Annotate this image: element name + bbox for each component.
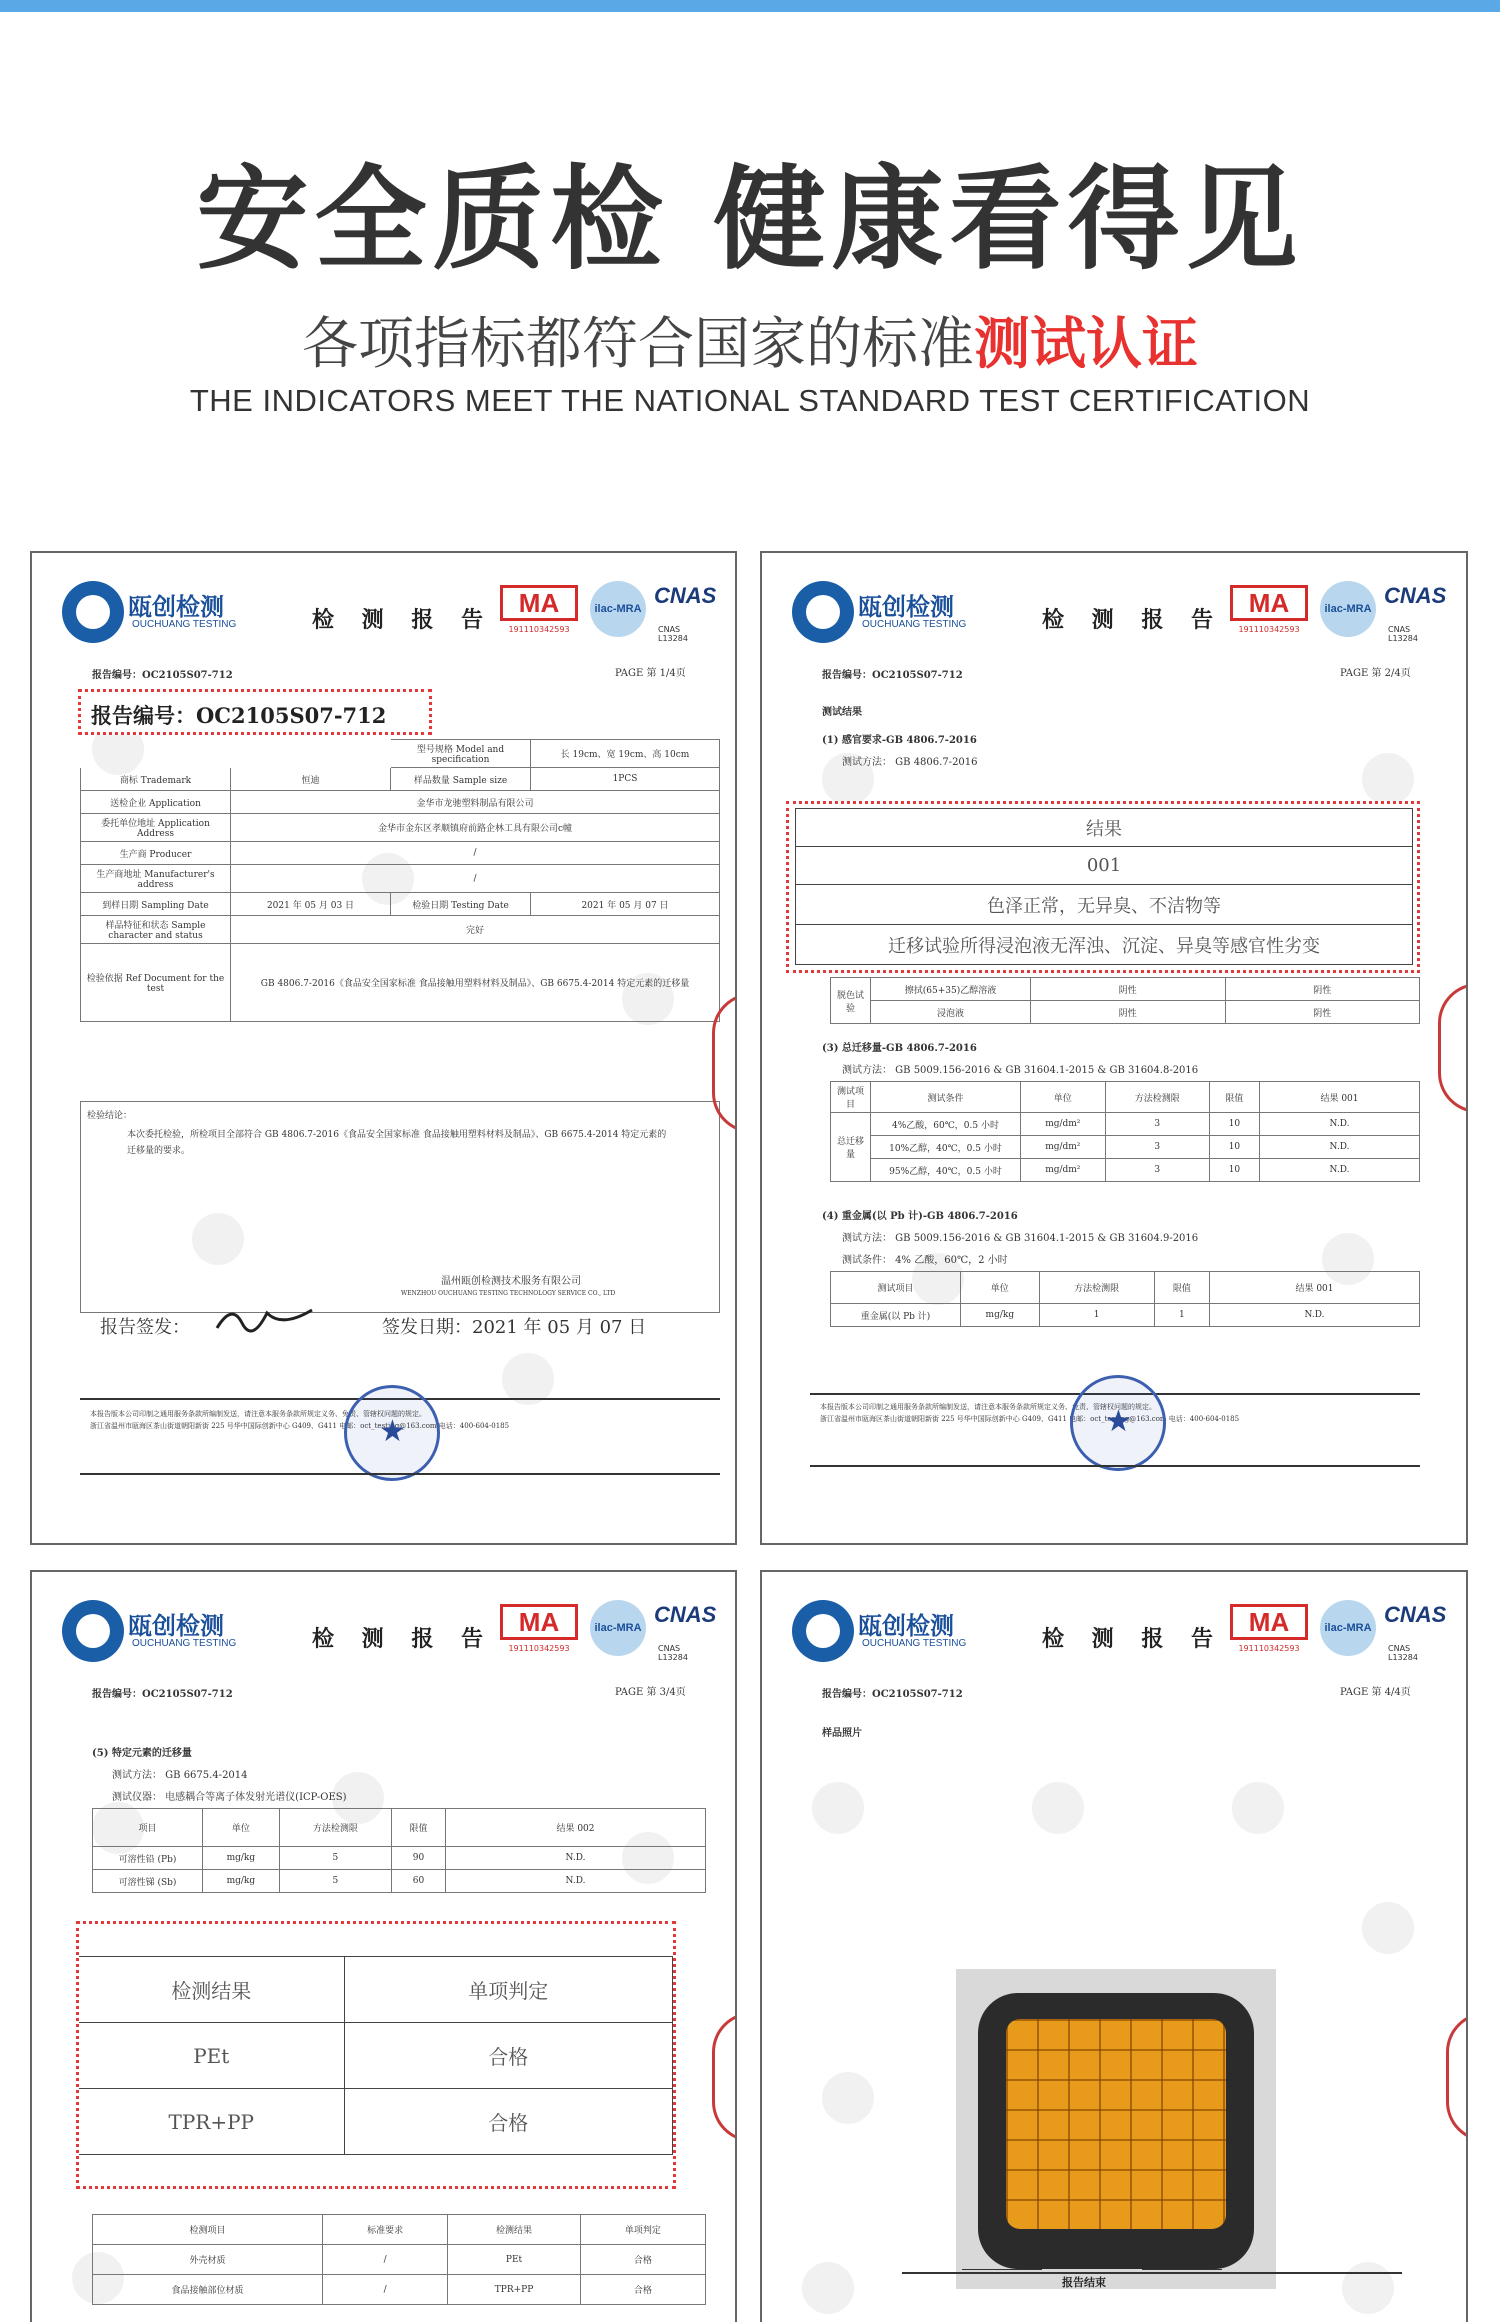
table-cell: 到样日期 Sampling Date: [81, 893, 231, 916]
judgement-table: [79, 1956, 673, 2155]
table-cell: 10: [1209, 1159, 1259, 1182]
watermark-logo: [1342, 2262, 1394, 2314]
ouchuang-logo-icon: [62, 581, 124, 643]
table-cell: 结果: [796, 809, 1413, 847]
report-page-2: [760, 551, 1468, 1545]
footer-note: 本报告版本公司印制之通用服务条款所编制发送，请注意本服务条款所规定义务、免责、管辖权问题的规定。: [90, 1410, 426, 1418]
table-cell: 2021 年 05 月 03 日: [231, 893, 391, 916]
table-cell: 阴性: [1225, 978, 1420, 1001]
element-migration-table: [92, 1808, 706, 1893]
section-5-title: (5) 特定元素的迁移量: [92, 1748, 192, 1759]
table-cell: 5: [279, 1847, 391, 1870]
table-cell: 合格: [344, 2089, 673, 2155]
table-row: [796, 885, 1413, 925]
report-number-small: 报告编号：OC2105S07-712: [822, 1689, 963, 1700]
table-row: [831, 978, 1420, 1001]
material-table: [92, 2214, 706, 2305]
conclusion-title: 检验结论：: [87, 1111, 133, 1121]
table-cell: 外壳材质: [93, 2245, 323, 2275]
table-cell: 完好: [231, 916, 720, 944]
table-cell: 检测结果: [79, 1957, 344, 2023]
table-row: [81, 842, 720, 865]
footer-rule: [902, 2272, 1402, 2274]
report-title: 检 测 报 告: [312, 608, 493, 633]
cma-mark-icon: MA: [500, 585, 578, 621]
section-1-method: 测试方法： GB 4806.7-2016: [842, 757, 978, 768]
table-cell: 总迁移量: [831, 1113, 871, 1182]
table-row: [831, 1113, 1420, 1136]
table-row: [831, 1304, 1420, 1327]
ilac-mra-icon: ilac-MRA: [1320, 581, 1376, 637]
table-row: [831, 1136, 1420, 1159]
table-cell: 送检企业 Application: [81, 791, 231, 814]
brand-name: 瓯创检测: [128, 1612, 224, 1640]
brand-name-en: OUCHUANG TESTING: [132, 619, 237, 630]
table-cell: 委托单位地址 Application Address: [81, 814, 231, 842]
table-row: [796, 809, 1413, 847]
table-row: [796, 925, 1413, 965]
report-number-small: 报告编号：OC2105S07-712: [92, 670, 233, 681]
report-number-callout: [78, 689, 432, 735]
conclusion-box: [80, 1101, 720, 1313]
table-cell: 擦拭(65+35)乙醇溶液: [871, 978, 1031, 1001]
conclusion-text: 本次委托检验，所检项目全部符合 GB 4806.7-2016《食品安全国家标准 食品接触用塑料材料及制品》、GB 6675.4-2014 特定元素的迁移量的要求。: [127, 1130, 667, 1156]
table-row: [831, 1159, 1420, 1182]
table-row: [93, 2275, 706, 2305]
footer-note: 本报告版本公司印制之通用服务条款所编制发送，请注意本服务条款所规定义务、免责、管辖权问题的规定。: [820, 1403, 1156, 1411]
table-cell: 结果 002: [446, 1809, 706, 1847]
table-cell: 重金属(以 Pb 计): [831, 1304, 961, 1327]
table-cell: 方法检测限: [279, 1809, 391, 1847]
issue-date-value: 2021 年 05 月 07 日: [472, 1317, 647, 1338]
table-cell: mg/dm²: [1021, 1159, 1106, 1182]
heavy-metal-table: [830, 1271, 1420, 1327]
report-header: [62, 1600, 717, 1675]
section-3-title: (3) 总迁移量-GB 4806.7-2016: [822, 1043, 977, 1054]
report-number-small: 报告编号：OC2105S07-712: [822, 670, 963, 681]
report-title: 检 测 报 告: [1042, 608, 1223, 633]
table-cell: 合格: [344, 2023, 673, 2089]
table-cell: TPR+PP: [448, 2275, 580, 2305]
table-cell: 5: [279, 1870, 391, 1893]
signature-icon: [212, 1298, 322, 1338]
table-cell: 10: [1209, 1113, 1259, 1136]
table-cell: 结果 001: [1210, 1272, 1420, 1304]
table-cell: 60: [391, 1870, 445, 1893]
company-name: 温州瓯创检测技术服务有限公司: [441, 1276, 581, 1287]
page-number: PAGE 第 2/4页: [1340, 668, 1411, 679]
cma-number: 191110342593: [1238, 625, 1300, 634]
cma-mark-icon: MA: [500, 1604, 578, 1640]
table-cell: 型号规格 Model and specification: [391, 740, 531, 768]
brand-name-en: OUCHUANG TESTING: [132, 1638, 237, 1649]
report-header: [792, 581, 1447, 656]
table-row: [81, 740, 720, 768]
table-row: [796, 847, 1413, 885]
table-cell: 样品特征和状态 Sample character and status: [81, 916, 231, 944]
footer-address: 浙江省温州市瓯海区茶山街道朝阳新街 225 号华中国际创新中心 G409、G411 电邮：oct_testing@163.com 电话：400-604-0185: [820, 1415, 1240, 1423]
cnas-number: CNAS L13284: [658, 625, 688, 643]
red-seal-stamp: [712, 2012, 737, 2142]
table-cell: 生产商 Producer: [81, 842, 231, 865]
table-cell: 001: [796, 847, 1413, 885]
blue-seal-stamp: [344, 1385, 440, 1481]
subheadline: [0, 300, 1500, 380]
judgement-callout: [76, 1921, 676, 2189]
brand-name-en: OUCHUANG TESTING: [862, 619, 967, 630]
table-cell: PEt: [79, 2023, 344, 2089]
table-cell: N.D.: [446, 1847, 706, 1870]
table-cell: mg/kg: [961, 1304, 1040, 1327]
watermark-logo: [822, 2072, 874, 2124]
section-4-method: 测试方法： GB 5009.156-2016 & GB 31604.1-2015 & GB 31604.9-2016: [842, 1233, 1199, 1244]
table-cell: mg/dm²: [1021, 1136, 1106, 1159]
top-banner-strip: [0, 0, 1500, 12]
table-cell: 单项判定: [580, 2215, 705, 2245]
issue-date-label: 签发日期：: [382, 1317, 472, 1338]
brand-name: 瓯创检测: [128, 593, 224, 621]
table-row: [93, 1870, 706, 1893]
table-cell: /: [231, 842, 720, 865]
table-cell: 单位: [1021, 1082, 1106, 1113]
table-row: [79, 2089, 673, 2155]
table-cell: 方法检测限: [1105, 1082, 1209, 1113]
cnas-number: CNAS L13284: [1388, 1644, 1418, 1662]
table-cell: N.D.: [1260, 1136, 1420, 1159]
table-cell: 结果 001: [1260, 1082, 1420, 1113]
report-page-1: [30, 551, 737, 1545]
watermark-logo: [1232, 1782, 1284, 1834]
footer-rule: [80, 1473, 720, 1475]
table-row: [93, 1847, 706, 1870]
watermark-logo: [1362, 753, 1414, 805]
table-cell: 10%乙醇，40℃，0.5 小时: [871, 1136, 1021, 1159]
cma-mark-icon: MA: [1230, 585, 1308, 621]
brand-name: 瓯创检测: [858, 1612, 954, 1640]
sample-info-table: [80, 739, 720, 1022]
photo-title: 样品照片: [822, 1728, 862, 1739]
section-title: 测试结果: [822, 707, 862, 718]
table-cell: N.D.: [1260, 1113, 1420, 1136]
table-cell: 测试项目: [831, 1082, 871, 1113]
table-row: [79, 2023, 673, 2089]
table-row: [81, 865, 720, 893]
table-cell: 可溶性铅 (Pb): [93, 1847, 203, 1870]
table-cell: 恒迪: [231, 768, 391, 791]
table-row: [831, 1272, 1420, 1304]
table-cell: /: [323, 2245, 448, 2275]
table-cell: 1PCS: [531, 768, 720, 791]
table-cell: 检测项目: [93, 2215, 323, 2245]
table-cell: 3: [1105, 1159, 1209, 1182]
table-cell: 阴性: [1031, 978, 1226, 1001]
signer-label: 报告签发：: [100, 1317, 190, 1338]
table-cell: mg/kg: [203, 1847, 280, 1870]
ouchuang-logo-icon: [62, 1600, 124, 1662]
table-cell: N.D.: [446, 1870, 706, 1893]
table-cell: TPR+PP: [79, 2089, 344, 2155]
table-row: [831, 1001, 1420, 1024]
table-cell: PEt: [448, 2245, 580, 2275]
table-cell: 单位: [961, 1272, 1040, 1304]
report-number-big: 报告编号：OC2105S07-712: [91, 703, 387, 728]
decolor-table: [830, 977, 1420, 1024]
table-row: [831, 1082, 1420, 1113]
table-cell: 检验依据 Ref Document for the test: [81, 944, 231, 1022]
cnas-mark-icon: CNAS: [1384, 1602, 1447, 1627]
footer-address: 浙江省温州市瓯海区茶山街道朝阳新街 225 号华中国际创新中心 G409、G411 电邮：oct_testing@163.com 电话：400-604-0185: [90, 1422, 510, 1430]
table-cell: 浸泡液: [871, 1001, 1031, 1024]
watermark-logo: [812, 1782, 864, 1834]
table-cell: 测试条件: [871, 1082, 1021, 1113]
table-cell: 商标 Trademark: [81, 768, 231, 791]
table-cell: 限值: [391, 1809, 445, 1847]
cma-number: 191110342593: [508, 1644, 570, 1653]
ilac-mra-icon: ilac-MRA: [590, 1600, 646, 1656]
table-row: [81, 814, 720, 842]
table-cell: mg/kg: [203, 1870, 280, 1893]
page-number: PAGE 第 4/4页: [1340, 1687, 1411, 1698]
section-5-method: 测试方法： GB 6675.4-2014: [112, 1770, 248, 1781]
end-line-right: [1142, 2269, 1222, 2270]
table-cell: 金华市金东区孝顺镇府前路企林工具有限公司c幢: [231, 814, 720, 842]
page-number: PAGE 第 3/4页: [615, 1687, 686, 1698]
table-cell: 色泽正常，无异臭、不洁物等: [796, 885, 1413, 925]
table-cell: 检验日期 Testing Date: [391, 893, 531, 916]
table-row: [81, 768, 720, 791]
watermark-logo: [1032, 1782, 1084, 1834]
ouchuang-logo-icon: [792, 1600, 854, 1662]
table-cell: 3: [1105, 1113, 1209, 1136]
report-header: [792, 1600, 1447, 1675]
report-title: 检 测 报 告: [1042, 1627, 1223, 1652]
table-cell: 合格: [580, 2275, 705, 2305]
watermark-logo: [1362, 1902, 1414, 1954]
table-cell: 样品数量 Sample size: [391, 768, 531, 791]
red-seal-stamp: [1446, 2012, 1468, 2142]
ouchuang-logo-icon: [792, 581, 854, 643]
table-cell: 迁移试验所得浸泡液无浑浊、沉淀、异臭等感官性劣变: [796, 925, 1413, 965]
table-cell: 合格: [580, 2245, 705, 2275]
table-row: [81, 916, 720, 944]
table-cell: 2021 年 05 月 07 日: [531, 893, 720, 916]
blue-seal-stamp: [1070, 1375, 1166, 1471]
red-seal-stamp: [1438, 983, 1468, 1113]
table-row: [93, 2245, 706, 2275]
table-cell: 单位: [203, 1809, 280, 1847]
report-header: [62, 581, 717, 656]
section-5-instrument: 测试仪器： 电感耦合等离子体发射光谱仪(ICP-OES): [112, 1792, 347, 1803]
table-cell: /: [231, 865, 720, 893]
table-cell: 生产商地址 Manufacturer's address: [81, 865, 231, 893]
section-3-method: 测试方法： GB 5009.156-2016 & GB 31604.1-2015 & GB 31604.8-2016: [842, 1065, 1199, 1076]
page-number: PAGE 第 1/4页: [615, 668, 686, 679]
table-cell: 测试项目: [831, 1272, 961, 1304]
table-cell: 标准要求: [323, 2215, 448, 2245]
cnas-mark-icon: CNAS: [654, 583, 717, 608]
watermark-logo: [802, 2262, 854, 2314]
footer-rule: [810, 1465, 1420, 1467]
table-row: [81, 893, 720, 916]
report-page-3: [30, 1570, 737, 2322]
issue-date: [382, 1313, 646, 1339]
table-cell: 检测结果: [448, 2215, 580, 2245]
table-cell: 方法检测限: [1039, 1272, 1154, 1304]
brand-name: 瓯创检测: [858, 593, 954, 621]
table-row: [81, 944, 720, 1022]
end-line-left: [962, 2269, 1042, 2270]
table-cell: 限值: [1154, 1272, 1209, 1304]
table-cell: 90: [391, 1847, 445, 1870]
brand-name-en: OUCHUANG TESTING: [862, 1638, 967, 1649]
table-cell: mg/dm²: [1021, 1113, 1106, 1136]
cma-number: 191110342593: [508, 625, 570, 634]
sensory-result-callout: [786, 801, 1420, 973]
total-migration-table: [830, 1081, 1420, 1182]
report-end-label: 报告结束: [1062, 2276, 1106, 2289]
table-cell: 1: [1039, 1304, 1154, 1327]
company-name-en: WENZHOU OUCHUANG TESTING TECHNOLOGY SERVICE CO., LTD: [401, 1290, 616, 1297]
subheadline-english: THE INDICATORS MEET THE NATIONAL STANDARD TEST CERTIFICATION: [189, 383, 1311, 418]
table-cell: 3: [1105, 1136, 1209, 1159]
headline: 安全质检 健康看得见: [196, 155, 1304, 285]
table-cell: 阴性: [1031, 1001, 1226, 1024]
table-cell: 限值: [1209, 1082, 1259, 1113]
cnas-mark-icon: CNAS: [654, 1602, 717, 1627]
table-cell: 可溶性锑 (Sb): [93, 1870, 203, 1893]
ilac-mra-icon: ilac-MRA: [1320, 1600, 1376, 1656]
sample-photo: [956, 1969, 1276, 2289]
section-4-conditions: 测试条件： 4% 乙酸，60℃，2 小时: [842, 1255, 1008, 1266]
table-cell: GB 4806.7-2016《食品安全国家标准 食品接触用塑料材料及制品》、GB 6675.4-2014 特定元素的迁移量: [231, 944, 720, 1022]
table-cell: 95%乙醇，40℃，0.5 小时: [871, 1159, 1021, 1182]
table-cell: 单项判定: [344, 1957, 673, 2023]
table-row: [81, 791, 720, 814]
section-1-title: (1) 感官要求-GB 4806.7-2016: [822, 735, 977, 746]
report-number-small: 报告编号：OC2105S07-712: [92, 1689, 233, 1700]
table-cell: 4%乙酸，60℃，0.5 小时: [871, 1113, 1021, 1136]
table-cell: /: [323, 2275, 448, 2305]
subheadline-main: 各项指标都符合国家的标准: [302, 312, 974, 377]
cma-number: 191110342593: [1238, 1644, 1300, 1653]
table-cell: 脱色试验: [831, 978, 871, 1024]
table-cell: 金华市龙驰塑料制品有限公司: [231, 791, 720, 814]
table-cell: 项目: [93, 1809, 203, 1847]
sensory-result-table: [795, 808, 1413, 965]
table-row: [93, 1809, 706, 1847]
cma-mark-icon: MA: [1230, 1604, 1308, 1640]
cnas-number: CNAS L13284: [658, 1644, 688, 1662]
table-cell: 10: [1209, 1136, 1259, 1159]
subheadline-highlight: 测试认证: [974, 312, 1198, 377]
table-cell: 长 19cm、宽 19cm、高 10cm: [531, 740, 720, 768]
table-cell: 食品接触部位材质: [93, 2275, 323, 2305]
report-page-4: [760, 1570, 1468, 2322]
ilac-mra-icon: ilac-MRA: [590, 581, 646, 637]
table-row: [93, 2215, 706, 2245]
report-title: 检 测 报 告: [312, 1627, 493, 1652]
table-cell: N.D.: [1210, 1304, 1420, 1327]
table-row: [79, 1957, 673, 2023]
cnas-number: CNAS L13284: [1388, 625, 1418, 643]
table-cell: 阴性: [1225, 1001, 1420, 1024]
tray-grid: [1006, 2019, 1226, 2229]
table-cell: 1: [1154, 1304, 1209, 1327]
table-cell: N.D.: [1260, 1159, 1420, 1182]
section-4-title: (4) 重金属(以 Pb 计)-GB 4806.7-2016: [822, 1211, 1018, 1222]
cnas-mark-icon: CNAS: [1384, 583, 1447, 608]
